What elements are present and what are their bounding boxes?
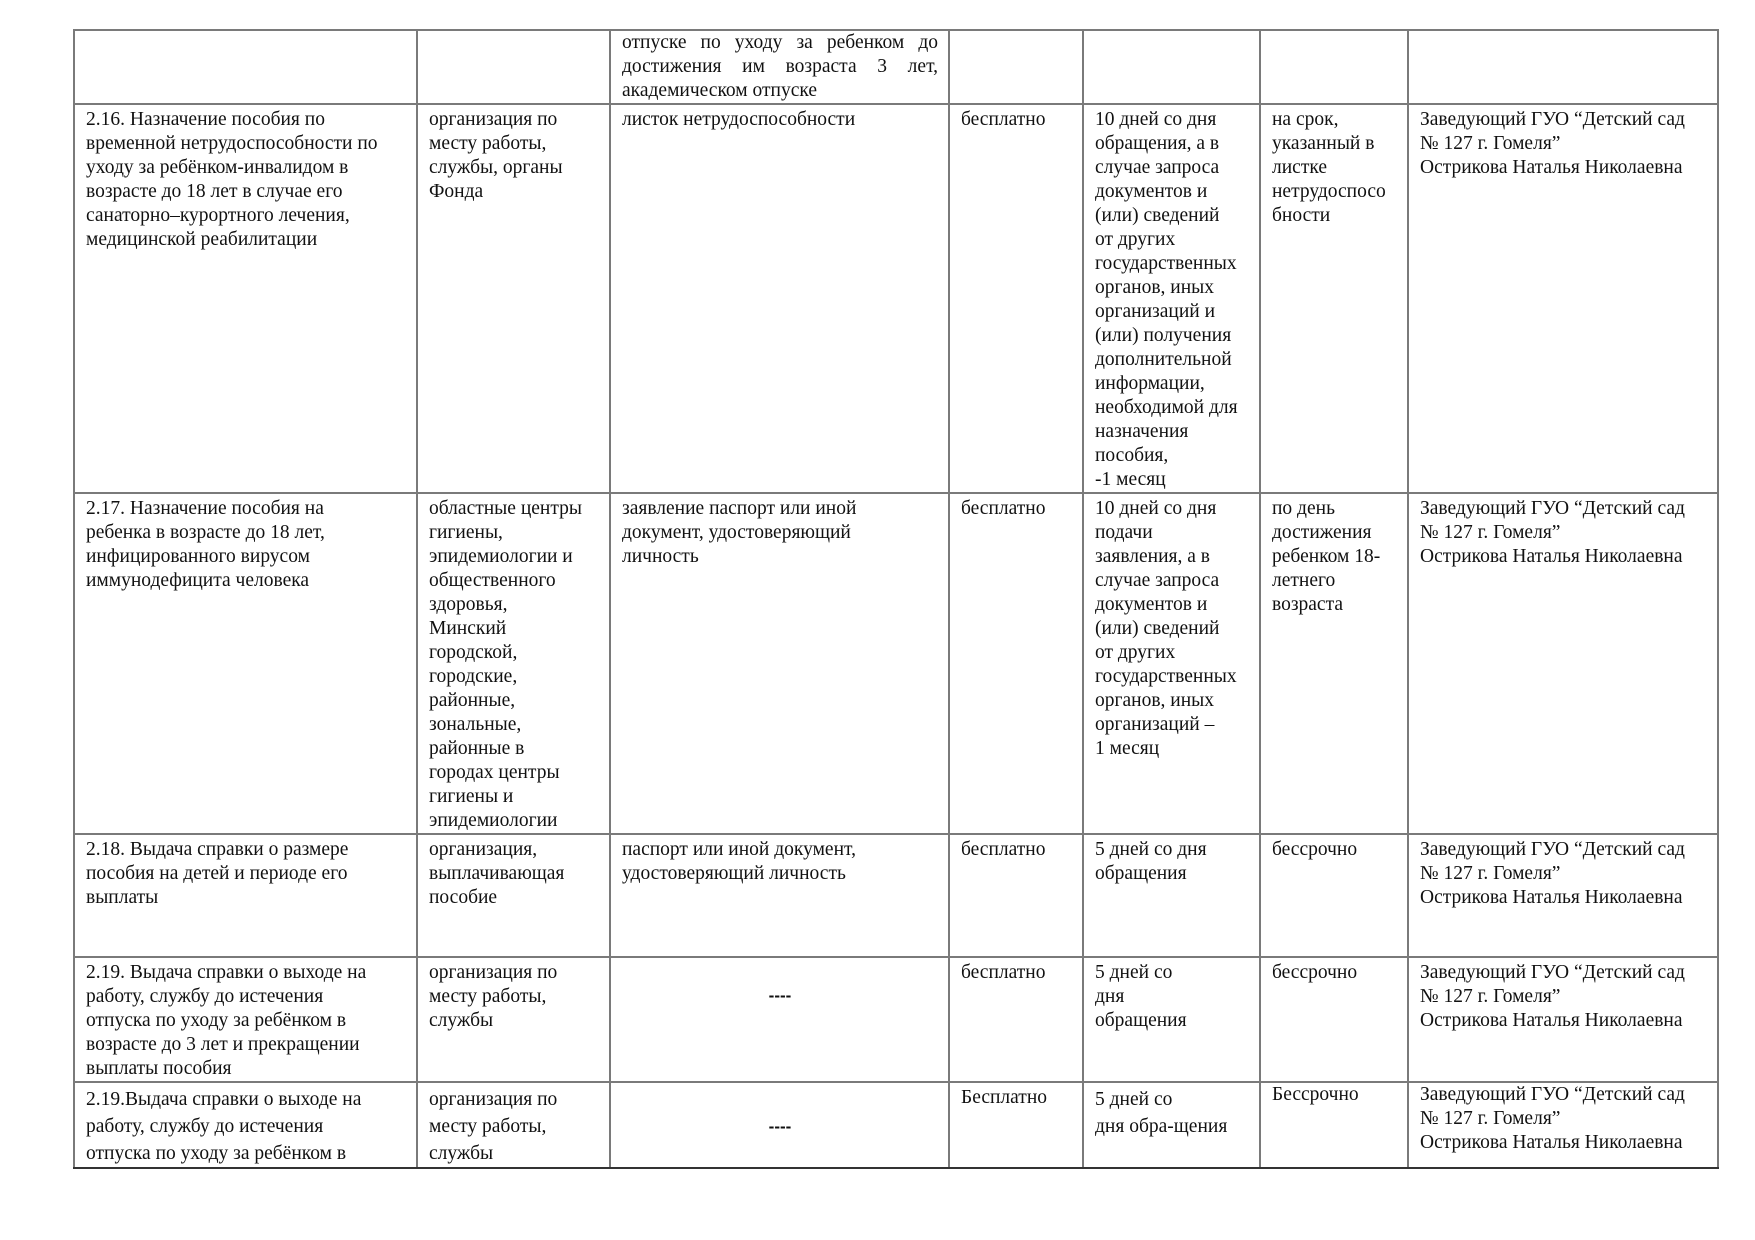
duration-cell <box>1083 104 1260 493</box>
duration-cell <box>1083 957 1260 1082</box>
fee-text: Бесплатно <box>961 1087 1048 1108</box>
documents-text: ---- <box>768 986 792 1005</box>
procedure-cell <box>74 30 417 104</box>
procedures-table <box>73 29 1719 1169</box>
duration-text: 5 дней со дня обращения <box>1095 839 1207 884</box>
fee-cell <box>949 104 1083 493</box>
fee-text: бесплатно <box>961 498 1046 519</box>
authority-text: организация по месту работы, службы <box>429 1089 558 1164</box>
validity-text: бессрочно <box>1272 839 1358 860</box>
procedure-cell <box>74 834 417 957</box>
responsible-text: Заведующий ГУО “Детский сад № 127 г. Гомеля” Острикова Наталья Николаевна <box>1420 109 1685 178</box>
procedure-cell <box>74 104 417 493</box>
table-row-2-17 <box>74 493 1718 834</box>
validity-cell <box>1260 834 1408 957</box>
duration-cell <box>1083 1082 1260 1168</box>
validity-cell <box>1260 493 1408 834</box>
authority-text: организация по месту работы, службы <box>429 962 558 1031</box>
validity-text: бессрочно <box>1272 962 1358 983</box>
documents-text-line-1: отпуске по уходу за ребенком до <box>622 32 938 53</box>
authority-text: областные центры гигиены, эпидемиологии и общественного здоровья, Минский городской, городские, районные, зональные, районные в городах центры гигиены и эпидемиологии <box>429 498 582 831</box>
fee-cell <box>949 957 1083 1082</box>
responsible-cell <box>1408 957 1718 1082</box>
procedure-cell <box>74 493 417 834</box>
responsible-cell <box>1408 30 1718 104</box>
authority-cell <box>417 493 610 834</box>
table-row-2-16 <box>74 104 1718 493</box>
responsible-text: Заведующий ГУО “Детский сад № 127 г. Гомеля” Острикова Наталья Николаевна <box>1420 498 1685 567</box>
duration-cell <box>1083 30 1260 104</box>
duration-cell <box>1083 834 1260 957</box>
documents-text: паспорт или иной документ, удостоверяющий личность <box>622 839 856 884</box>
procedure-text: 2.19. Выдача справки о выходе на работу, службу до истечения отпуска по уходу за ребёнком в возрасте до 3 лет и прекращении выплаты пособия <box>86 962 367 1079</box>
responsible-cell <box>1408 1082 1718 1168</box>
documents-text: заявление паспорт или иной документ, удостоверяющий личность <box>622 498 857 567</box>
validity-cell <box>1260 957 1408 1082</box>
table-row-continuation <box>74 30 1718 104</box>
validity-text: по день достижения ребенком 18- летнего возраста <box>1272 498 1381 615</box>
fee-text: бесплатно <box>961 839 1046 860</box>
responsible-text: Заведующий ГУО “Детский сад № 127 г. Гомеля” Острикова Наталья Николаевна <box>1420 962 1685 1031</box>
fee-cell <box>949 30 1083 104</box>
responsible-cell <box>1408 493 1718 834</box>
validity-text: на срок, указанный в листке нетрудоспосо бности <box>1272 109 1386 226</box>
documents-text-line-2: достижения им возраста 3 лет, <box>622 56 938 77</box>
documents-cell <box>610 957 949 1082</box>
procedure-cell <box>74 957 417 1082</box>
responsible-cell <box>1408 834 1718 957</box>
fee-cell <box>949 1082 1083 1168</box>
validity-cell <box>1260 104 1408 493</box>
procedure-text: 2.18. Выдача справки о размере пособия на детей и периоде его выплаты <box>86 839 349 908</box>
validity-cell <box>1260 30 1408 104</box>
duration-text: 10 дней со дня обращения, а в случае запроса документов и (или) сведений от других государственных органов, иных организаций и (или) получения дополнительной информации, необходимой для назначения пособия, -1 месяц <box>1095 109 1238 490</box>
procedure-cell <box>74 1082 417 1168</box>
fee-cell <box>949 834 1083 957</box>
duration-cell <box>1083 493 1260 834</box>
responsible-text: Заведующий ГУО “Детский сад № 127 г. Гомеля” Острикова Наталья Николаевна <box>1420 1084 1685 1153</box>
documents-cell <box>610 834 949 957</box>
procedure-text: 2.16. Назначение пособия по временной нетрудоспособности по уходу за ребёнком-инвалидом в возрасте до 18 лет в случае его санаторно–курортного лечения, медицинской реабилитации <box>86 109 378 250</box>
validity-cell <box>1260 1082 1408 1168</box>
procedure-text: 2.19.Выдача справки о выходе на работу, службу до истечения отпуска по уходу за ребёнком в <box>86 1089 362 1164</box>
fee-text: бесплатно <box>961 962 1046 983</box>
duration-text: 10 дней со дня подачи заявления, а в случае запроса документов и (или) сведений от других государственных органов, иных организаций – 1 месяц <box>1095 498 1237 759</box>
table-row-2-19-b <box>74 1082 1718 1168</box>
authority-cell <box>417 957 610 1082</box>
documents-cell <box>610 493 949 834</box>
documents-cell <box>610 30 949 104</box>
validity-text: Бессрочно <box>1272 1084 1359 1105</box>
fee-cell <box>949 493 1083 834</box>
authority-cell <box>417 30 610 104</box>
duration-text: 5 дней со дня обращения <box>1095 962 1187 1031</box>
documents-text-line-3: академическом отпуске <box>622 80 818 101</box>
authority-cell <box>417 104 610 493</box>
fee-text: бесплатно <box>961 109 1046 130</box>
table-row-2-18 <box>74 834 1718 957</box>
table-row-2-19 <box>74 957 1718 1082</box>
responsible-cell <box>1408 104 1718 493</box>
documents-text: ---- <box>768 1117 792 1136</box>
procedure-text: 2.17. Назначение пособия на ребенка в возрасте до 18 лет, инфицированного вирусом иммунодефицита человека <box>86 498 325 591</box>
authority-text: организация по месту работы, службы, органы Фонда <box>429 109 563 202</box>
documents-text: листок нетрудоспособности <box>622 109 856 130</box>
responsible-text: Заведующий ГУО “Детский сад № 127 г. Гомеля” Острикова Наталья Николаевна <box>1420 839 1685 908</box>
authority-cell <box>417 834 610 957</box>
authority-text: организация, выплачивающая пособие <box>429 839 565 908</box>
documents-cell <box>610 1082 949 1168</box>
documents-cell <box>610 104 949 493</box>
duration-text: 5 дней со дня обра-щения <box>1095 1089 1228 1137</box>
authority-cell <box>417 1082 610 1168</box>
